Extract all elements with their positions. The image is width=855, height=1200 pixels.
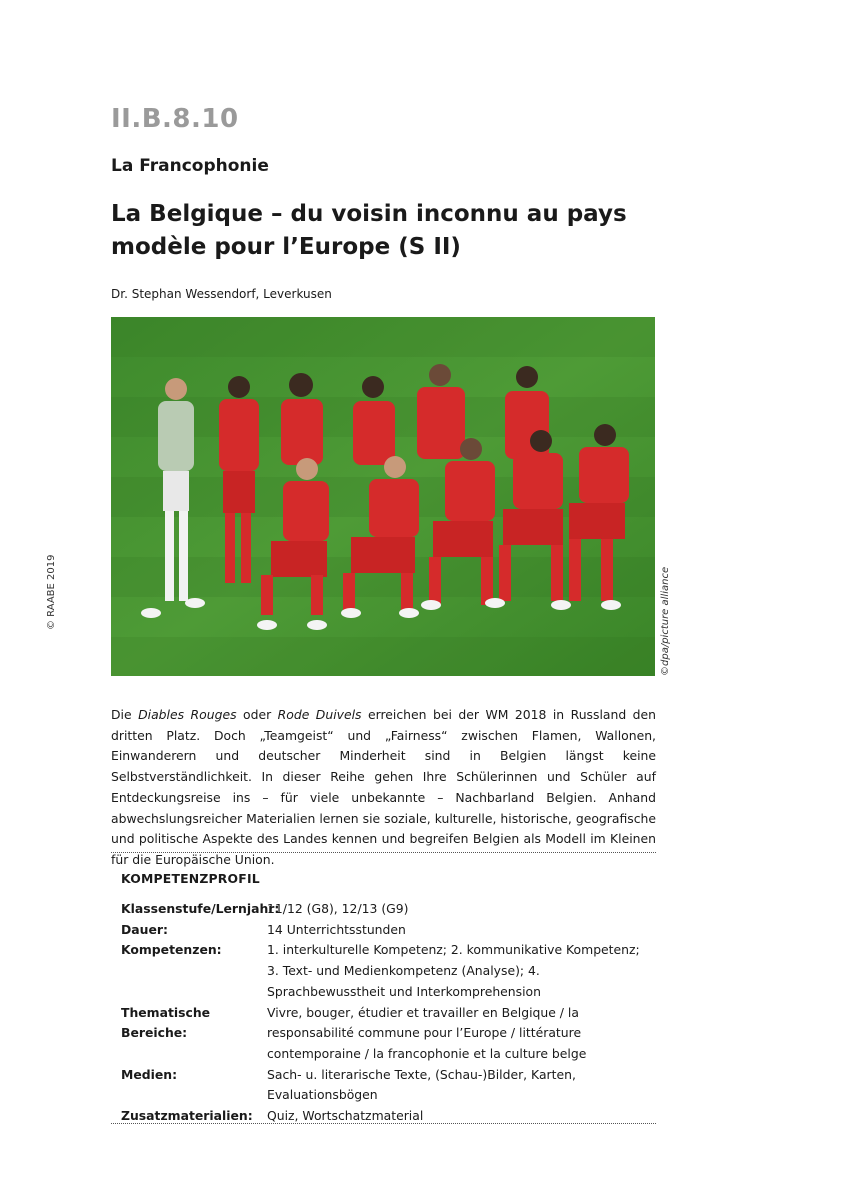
profile-label: Zusatzmaterialien:	[121, 1108, 253, 1124]
team-photo	[111, 317, 655, 676]
profile-value: 14 Unterrichtsstunden	[267, 921, 406, 937]
profile-row	[121, 940, 651, 1002]
page-title: La Belgique – du voisin inconnu au pays modèle pour l’Europe (S II)	[111, 201, 627, 260]
intro-italic-1: Diables Rouges	[138, 707, 237, 722]
profile-label: Klassenstufe/Lernjahr:	[121, 901, 280, 916]
intro-lead: Die	[111, 707, 139, 722]
divider-top	[111, 852, 656, 853]
profile-row	[121, 920, 651, 941]
copyright-notice: © RAABE 2019	[46, 554, 57, 630]
profile-row	[121, 1065, 651, 1106]
profile-row	[121, 1003, 651, 1065]
profile-label: Kompetenzen:	[121, 942, 222, 958]
profile-value: Sach- u. literarische Texte, (Schau-)Bilder, Karten, Evaluationsbögen	[267, 1066, 576, 1103]
divider-bottom	[111, 1123, 656, 1124]
intro-text-2: oder	[236, 707, 278, 722]
author-line: Dr. Stephan Wessendorf, Leverkusen	[111, 287, 332, 301]
section-code: II.B.8.10	[111, 104, 239, 134]
intro-paragraph	[111, 705, 656, 871]
series-title: La Francophonie	[111, 156, 269, 176]
profile-value: 1. interkulturelle Kompetenz; 2. kommunikative Kompetenz; 3. Text- und Medienkompetenz (Analyse); 4. Sprachbewusstheit und Interkomprehension	[267, 942, 640, 999]
profile-label: Medien:	[121, 1066, 178, 1082]
intro-text-4: erreichen bei der WM 2018 in Russland den dritten Platz. Doch „Teamgeist“ und „Fairness“ zwischen Flamen, Wallonen, Einwanderern und deutscher Minderheit sind in Belgien längst keine Selbstverständlichkeit. In dieser Reihe gehen Ihre Schülerinnen und Schüler auf Entdeckungsreise ins – für viele unbekannte – Nachbarland Belgien. Anhand abwechslungsreicher Materialien lernen sie soziale, kulturelle, historische, geografische und politische Aspekte des Landes kennen und begreifen Belgien als Modell im Kleinen für die Europäische Union.	[111, 707, 657, 867]
photo-credit: ©dpa/picture alliance	[660, 566, 671, 676]
profile-value: 11/12 (G8), 12/13 (G9)	[267, 901, 409, 916]
profile-value: Quiz, Wortschatzmaterial	[267, 1108, 424, 1124]
profile-label: Dauer:	[121, 921, 168, 937]
competence-profile	[121, 871, 651, 1127]
team-photo-illustration	[111, 317, 655, 676]
profile-label: Thematische Bereiche:	[121, 1004, 211, 1041]
intro-italic-2: Rode Duivels	[277, 707, 362, 722]
profile-heading: KOMPETENZPROFIL	[121, 871, 260, 886]
profile-row	[121, 899, 651, 920]
profile-value: Vivre, bouger, étudier et travailler en Belgique / la responsabilité commune pour l’Europe / littérature contemporaine / la francophonie et la culture belge	[267, 1004, 587, 1061]
